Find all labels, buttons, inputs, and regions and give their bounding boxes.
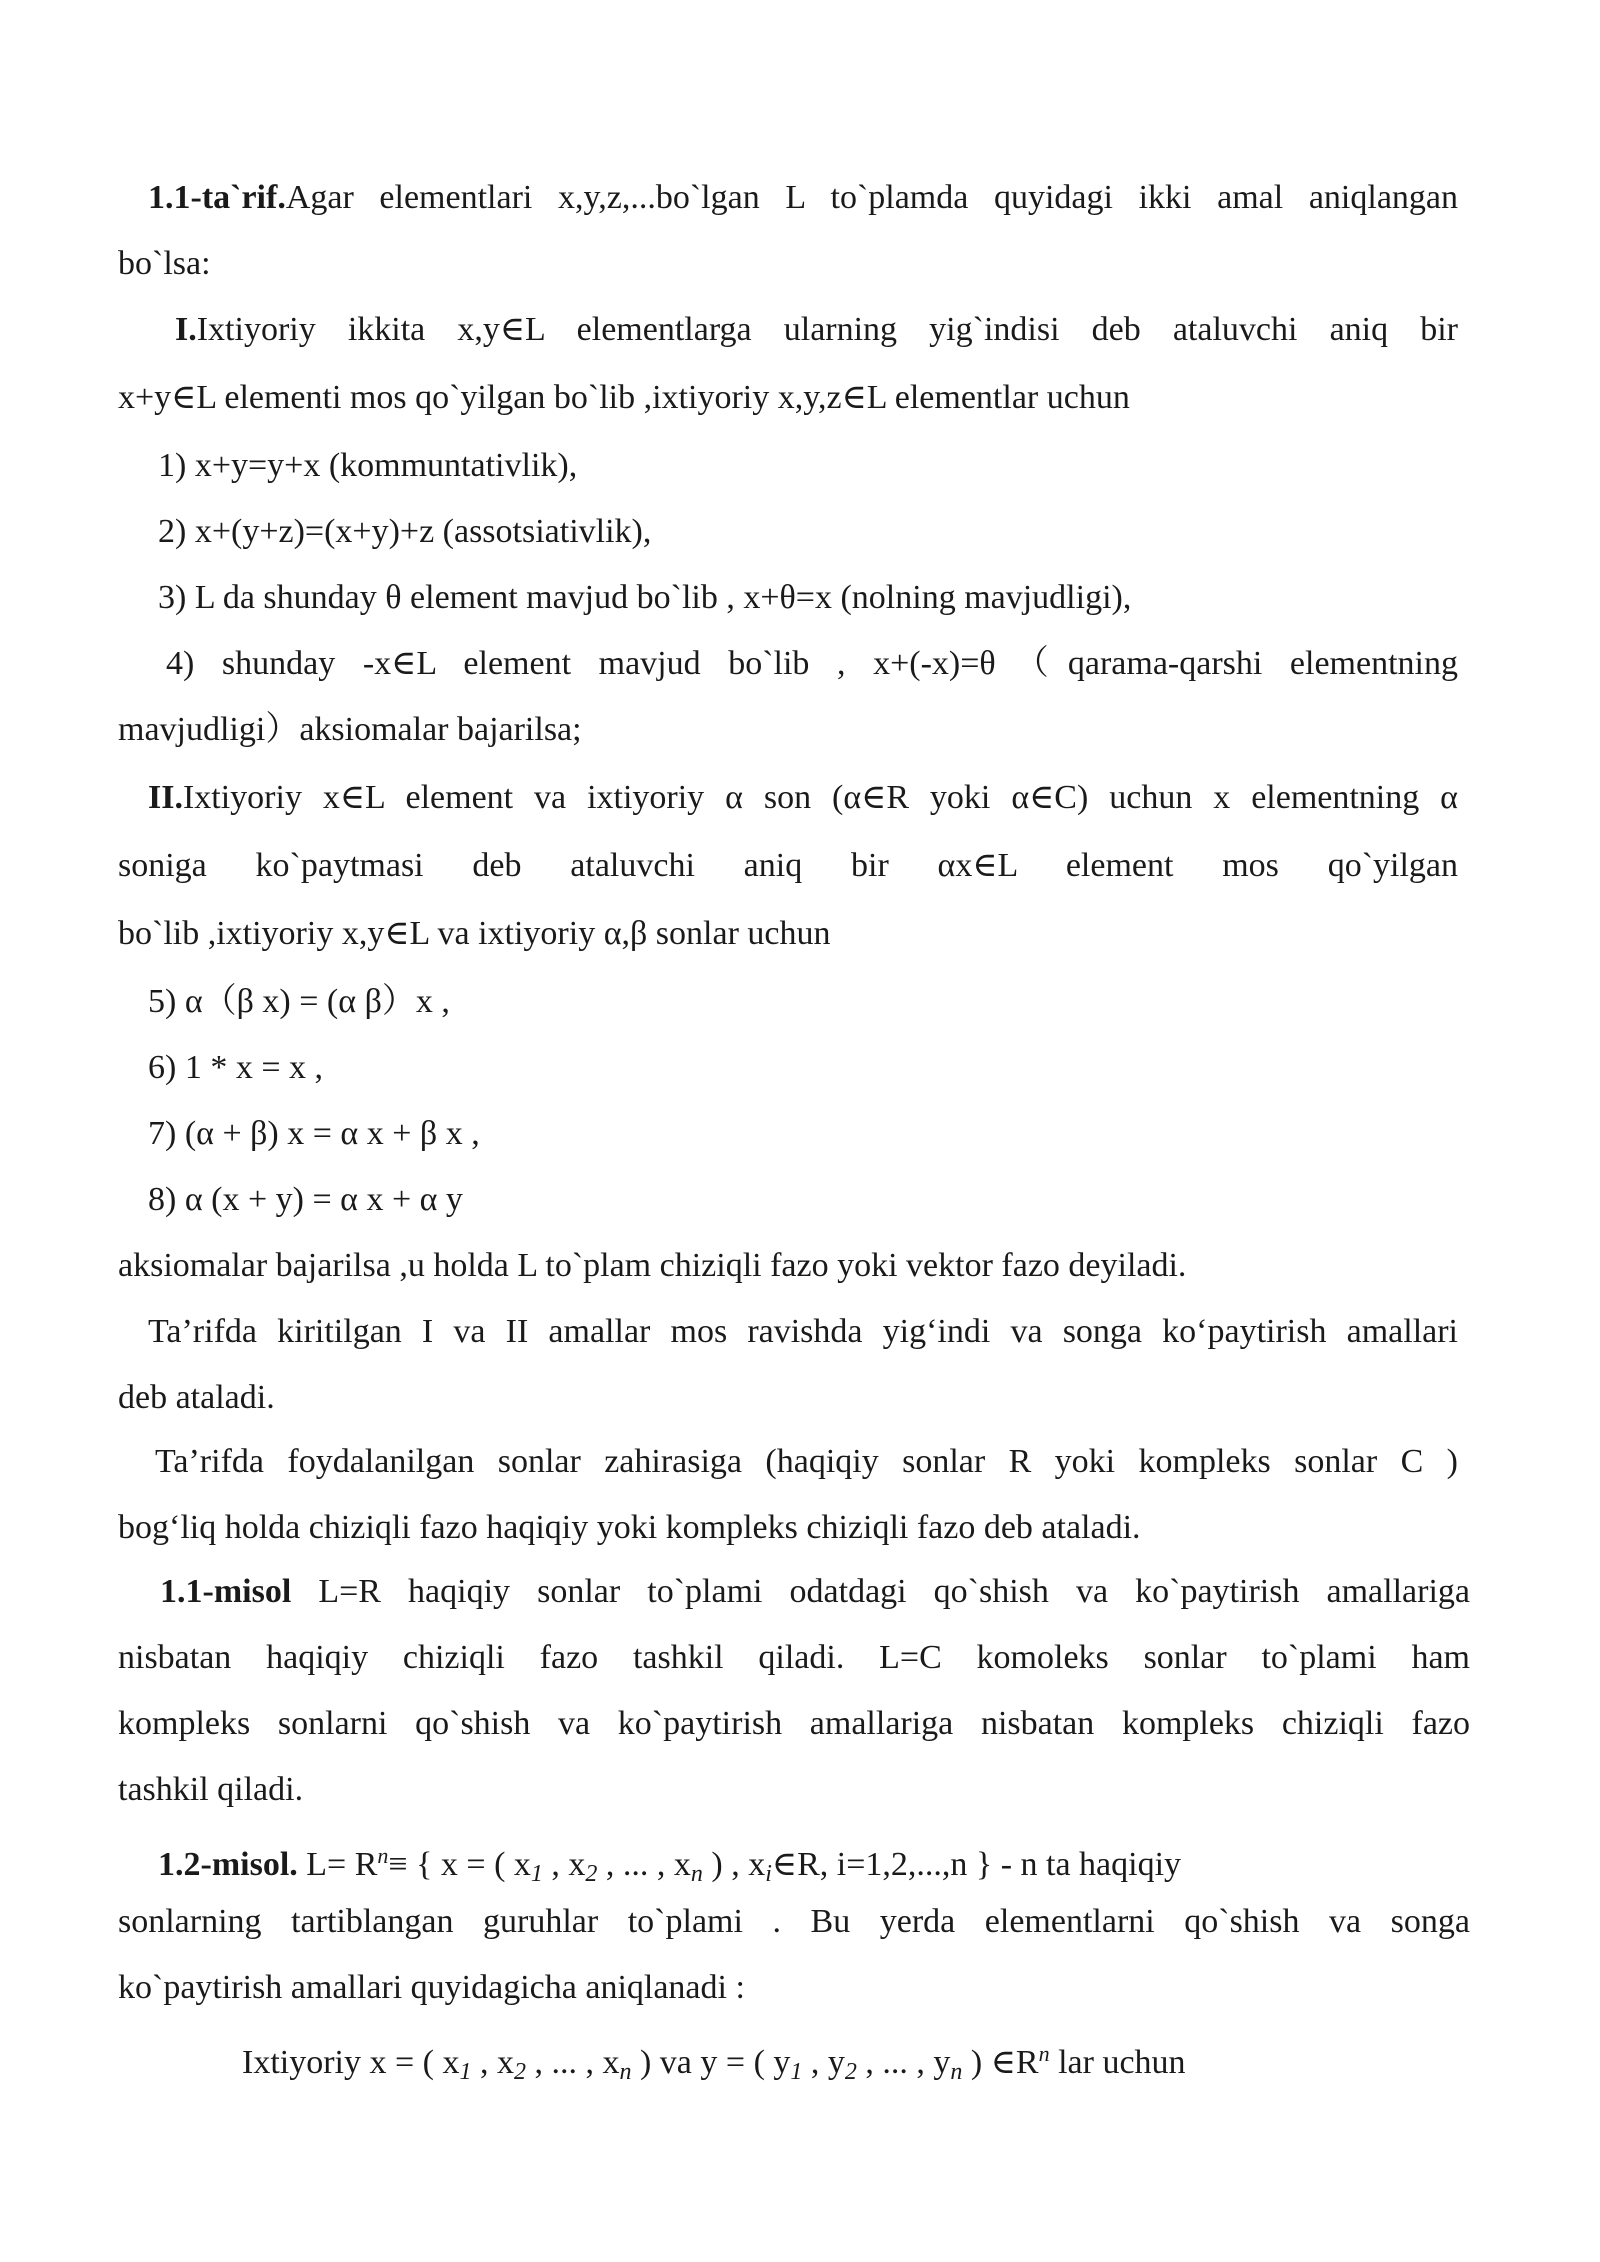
paragraph-2-line-1: Ta’rifda foydalanilgan sonlar zahirasiga (haqiqiy sonlar R yoki kompleks sonlar C )	[155, 1443, 1458, 1480]
axiom-7: 7) (α + β) x = α x + β x ,	[148, 1115, 480, 1152]
example-1-line-4: tashkil qiladi.	[118, 1771, 304, 1808]
example-1-line-3: kompleks sonlarni qo`shish va ko`paytirish amallariga nisbatan kompleks chiziqli fazo	[118, 1705, 1470, 1742]
operation-ii-line-2: soniga ko`paytmasi deb ataluvchi aniq bir αx∈L element mos qo`yilgan	[118, 847, 1458, 884]
example-1-text: L=R haqiqiy sonlar to`plami odatdagi qo`shish va ko`paytirish amallariga	[291, 1573, 1470, 1610]
example-2-line-1: 1.2-misol. $L= R^n\equiv$ { x = ( $x_1$ , $x_2$ , ... , $x_n$ ) , $x_i\in R$, i=1,2,...,n } - n ta haqiqiy	[158, 1843, 1182, 1887]
paragraph-1-line-2: deb ataladi.	[118, 1379, 275, 1416]
axiom-1: 1) x+y=y+x (kommuntativlik),	[158, 447, 578, 484]
axiom-2: 2) x+(y+z)=(x+y)+z (assotsiativlik),	[158, 513, 652, 550]
operation-ii-text: Ixtiyoriy x∈L element va ixtiyoriy α son (α∈R yoki α∈C) uchun x elementning α	[182, 779, 1458, 816]
definition-conclusion: aksiomalar bajarilsa ,u holda L to`plam chiziqli fazo yoki vektor fazo deyiladi.	[118, 1247, 1187, 1284]
vectors-definition-line: Ixtiyoriy x = ( $x_1$ , $x_2$ , ... , $x_n$ ) va y = ( $y_1$ , $y_2$ , ... , $y_n$ ) $\in R^n$ lar uchun	[242, 2041, 1186, 2085]
axiom-5: 5) α（β x) = (α β）x ,	[148, 983, 450, 1020]
paragraph-2-line-2: bog‘liq holda chiziqli fazo haqiqiy yoki kompleks chiziqli fazo deb ataladi.	[118, 1509, 1141, 1546]
definition-heading: 1.1-ta`rif.	[148, 179, 286, 216]
example-2-heading: 1.2-misol.	[158, 1846, 298, 1883]
paragraph-1-line-1: Ta’rifda kiritilgan I va II amallar mos ravishda yig‘indi va songa ko‘paytirish amallari	[148, 1313, 1458, 1350]
definition-line-1	[148, 178, 1458, 218]
axiom-6: 6) 1 * x = x ,	[148, 1049, 323, 1086]
example-2-line-2: sonlarning tartiblangan guruhlar to`plami . Bu yerda elementlarni qo`shish va songa	[118, 1903, 1470, 1940]
example-1-line-1	[160, 1572, 1470, 1612]
operation-ii-line-3: bo`lib ,ixtiyoriy x,y∈L va ixtiyoriy α,β sonlar uchun	[118, 915, 831, 952]
definition-text: Agar elementlari x,y,z,...bo`lgan L to`plamda quyidagi ikki amal aniqlangan	[285, 179, 1458, 216]
operation-ii-line-1	[148, 778, 1458, 818]
definition-line-2: bo`lsa:	[118, 245, 211, 282]
operation-i-text: Ixtiyoriy ikkita x,y∈L elementlarga ularning yig`indisi deb ataluvchi aniq bir	[196, 311, 1458, 348]
operation-ii-heading: II.	[148, 779, 183, 816]
example-1-heading: 1.1-misol	[160, 1573, 292, 1610]
example-2-line-3: ko`paytirish amallari quyidagicha aniqlanadi :	[118, 1969, 745, 2006]
axiom-4-cont: mavjudligi）aksiomalar bajarilsa;	[118, 711, 582, 748]
axiom-4: 4) shunday -x∈L element mavjud bo`lib , x+(-x)=θ（qarama-qarshi elementning	[166, 645, 1458, 682]
operation-i-line-2: x+y∈L elementi mos qo`yilgan bo`lib ,ixtiyoriy x,y,z∈L elementlar uchun	[118, 379, 1130, 416]
axiom-3: 3) L da shunday θ element mavjud bo`lib , x+θ=x (nolning mavjudligi),	[158, 579, 1132, 616]
axiom-8: 8) α (x + y) = α x + α y	[148, 1181, 463, 1218]
example-1-line-2: nisbatan haqiqiy chiziqli fazo tashkil qiladi. L=C komoleks sonlar to`plami ham	[118, 1639, 1470, 1676]
operation-i-heading: I.	[175, 311, 197, 348]
operation-i-line-1	[175, 310, 1458, 350]
